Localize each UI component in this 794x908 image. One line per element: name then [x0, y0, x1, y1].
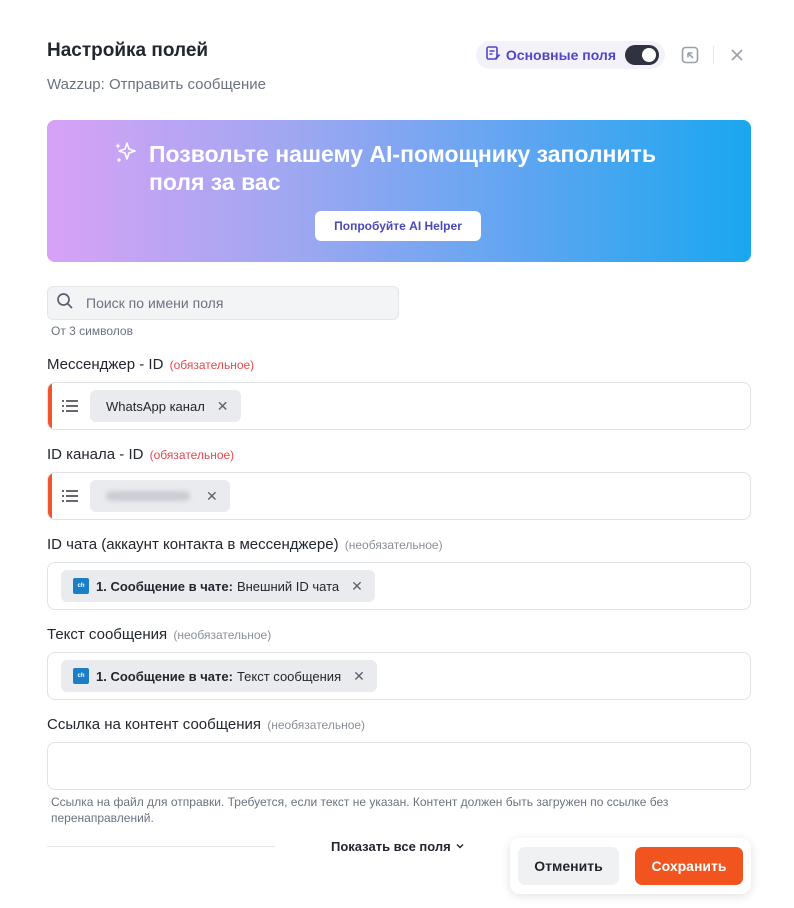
footer-actions [510, 838, 751, 894]
chip-label: Текст сообщения [236, 668, 342, 684]
header-actions [476, 40, 748, 70]
chip-label: WhatsApp канал [106, 398, 205, 414]
cancel-button[interactable]: Отменить [518, 847, 619, 885]
required-tag: (обязательное) [169, 358, 255, 372]
search-icon [56, 292, 74, 315]
page-title: Настройка полей [47, 40, 209, 61]
basic-fields-toggle-group[interactable] [476, 41, 665, 69]
search-hint: От 3 символов [51, 324, 133, 338]
ai-helper-banner [47, 120, 751, 262]
save-button[interactable]: Сохранить [635, 847, 743, 885]
field-label-text: Мессенджер - ID [47, 356, 164, 373]
collapse-icon[interactable] [679, 44, 701, 66]
field-label-messenger [47, 356, 254, 373]
field-input-messenger[interactable] [47, 382, 751, 430]
blurred-value [106, 491, 190, 501]
chevron-down-icon [455, 839, 465, 854]
search-input[interactable] [86, 295, 366, 311]
optional-tag: (необязательное) [344, 538, 443, 552]
field-label-text: Ссылка на контент сообщения [47, 716, 262, 733]
show-all-fields-button[interactable] [331, 839, 465, 854]
form-edit-icon [485, 45, 501, 66]
field-label-content-link [47, 716, 365, 733]
basic-fields-toggle[interactable] [625, 45, 659, 65]
required-tag: (обязательное) [149, 448, 235, 462]
field-input-content-link[interactable] [47, 742, 751, 790]
field-label-channel [47, 446, 234, 463]
list-icon[interactable] [62, 489, 78, 503]
ai-helper-text: Позвольте нашему AI-помощнику заполнить поля за вас [149, 141, 656, 195]
value-chip[interactable] [61, 570, 375, 602]
field-label-text: ID чата (аккаунт контакта в мессенджере) [47, 536, 339, 553]
field-input-chat-id[interactable] [47, 562, 751, 610]
divider [47, 846, 275, 847]
wazzup-logo-icon: ch [73, 668, 89, 684]
ai-helper-button[interactable]: Попробуйте AI Helper [315, 211, 481, 241]
chip-step: 1. Сообщение в чате: [96, 578, 233, 594]
close-icon[interactable] [726, 44, 748, 66]
chip-close-icon[interactable]: ✕ [351, 577, 363, 594]
chip-close-icon[interactable]: ✕ [216, 397, 229, 414]
optional-tag: (необязательное) [267, 718, 366, 732]
value-chip[interactable] [61, 660, 377, 692]
value-chip[interactable] [90, 390, 241, 422]
chip-close-icon[interactable]: ✕ [206, 487, 218, 504]
page-header [47, 40, 208, 62]
field-hint: Ссылка на файл для отправки. Требуется, если текст не указан. Контент должен быть загружен по ссылке без перенаправлений. [51, 795, 669, 825]
show-all-label: Показать все поля [331, 839, 451, 854]
basic-fields-label: Основные поля [505, 47, 616, 63]
header-separator [713, 46, 714, 64]
field-label-text: Текст сообщения [47, 626, 168, 643]
sparkle-icon [113, 140, 139, 171]
wazzup-logo-icon: ch [73, 578, 89, 594]
chip-close-icon[interactable]: ✕ [353, 667, 365, 684]
field-input-channel[interactable] [47, 472, 751, 520]
page-subtitle: Wazzup: Отправить сообщение [47, 76, 266, 93]
field-label-message-text [47, 626, 271, 643]
field-label-chat-id [47, 536, 443, 553]
list-icon[interactable] [62, 399, 78, 413]
chip-label: Внешний ID чата [236, 578, 340, 594]
field-label-text: ID канала - ID [47, 446, 144, 463]
value-chip[interactable] [90, 480, 230, 512]
optional-tag: (необязательное) [173, 628, 272, 642]
field-search [47, 286, 399, 320]
chip-step: 1. Сообщение в чате: [96, 668, 233, 684]
field-input-message-text[interactable] [47, 652, 751, 700]
